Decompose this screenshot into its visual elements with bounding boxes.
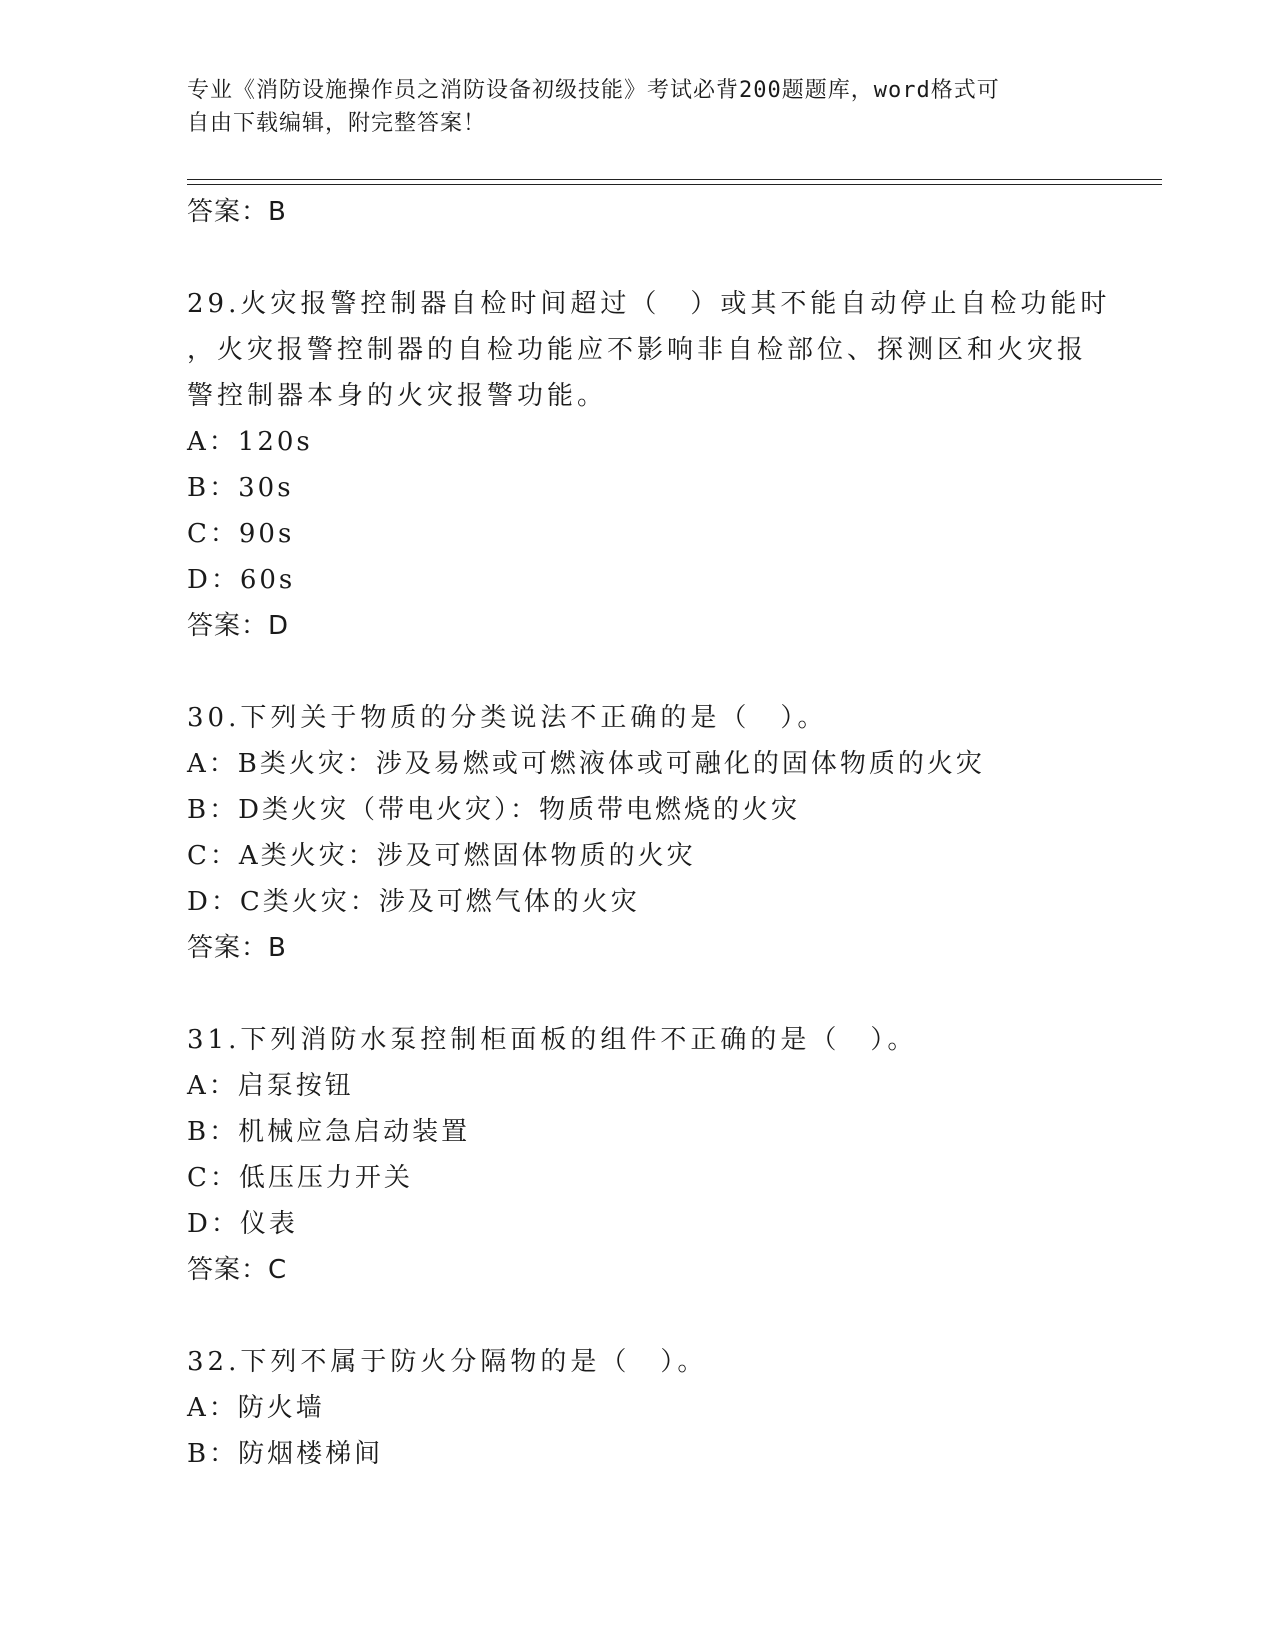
answer-28: 答案：B <box>187 197 287 227</box>
question-30-option-b: B：D类火灾（带电火灾）：物质带电燃烧的火灾 <box>187 795 800 825</box>
question-list <box>187 189 1111 1477</box>
question-30-option-c: C：A类火灾：涉及可燃固体物质的火灾 <box>187 841 696 871</box>
question-32-stem: 32.下列不属于防火分隔物的是（ ）。 <box>187 1347 708 1377</box>
question-32-option-a: A：防火墙 <box>187 1393 325 1423</box>
question-30-option-d: D：C类火灾：涉及可燃气体的火灾 <box>187 887 640 917</box>
spacer <box>187 1293 1087 1339</box>
question-29-option-c: C：90s <box>187 519 295 549</box>
spacer <box>187 971 1087 1017</box>
header-title-line-2: 自由下载编辑，附完整答案！ <box>187 111 487 136</box>
answer-31: 答案：C <box>187 1255 288 1285</box>
question-31 <box>187 1017 1087 1293</box>
answer-29: 答案：D <box>187 611 290 641</box>
question-29-stem-line-2: ，火灾报警控制器的自检功能应不影响非自检部位、探测区和火灾报 <box>187 335 1088 365</box>
spacer <box>187 235 1087 281</box>
question-29-stem-line-1: 29.火灾报警控制器自检时间超过（ ）或其不能自动停止自检功能时 <box>187 289 1111 319</box>
header-title-line-1: 专业《消防设施操作员之消防设备初级技能》考试必背200题题库，word格式可 <box>187 78 1000 103</box>
answer-30: 答案：B <box>187 933 287 963</box>
question-29-stem-line-3: 警控制器本身的火灾报警功能。 <box>187 381 608 411</box>
question-29 <box>187 281 1111 649</box>
question-31-option-b: B：机械应急启动装置 <box>187 1117 471 1147</box>
header-divider <box>187 179 1162 185</box>
question-29-option-d: D：60s <box>187 565 296 595</box>
question-31-stem: 31.下列消防水泵控制柜面板的组件不正确的是（ ）。 <box>187 1025 918 1055</box>
question-31-option-c: C：低压压力开关 <box>187 1163 413 1193</box>
question-29-option-a: A：120s <box>187 427 313 457</box>
question-31-option-d: D：仪表 <box>187 1209 298 1239</box>
spacer <box>187 649 1087 695</box>
question-30 <box>187 695 1087 971</box>
question-30-stem: 30.下列关于物质的分类说法不正确的是（ ）。 <box>187 703 828 733</box>
question-30-option-a: A：B类火灾：涉及易燃或可燃液体或可融化的固体物质的火灾 <box>187 749 985 779</box>
question-32 <box>187 1339 1087 1477</box>
page-header <box>187 74 1067 140</box>
question-32-option-b: B：防烟楼梯间 <box>187 1439 384 1469</box>
question-31-option-a: A：启泵按钮 <box>187 1071 354 1101</box>
question-29-option-b: B：30s <box>187 473 294 503</box>
